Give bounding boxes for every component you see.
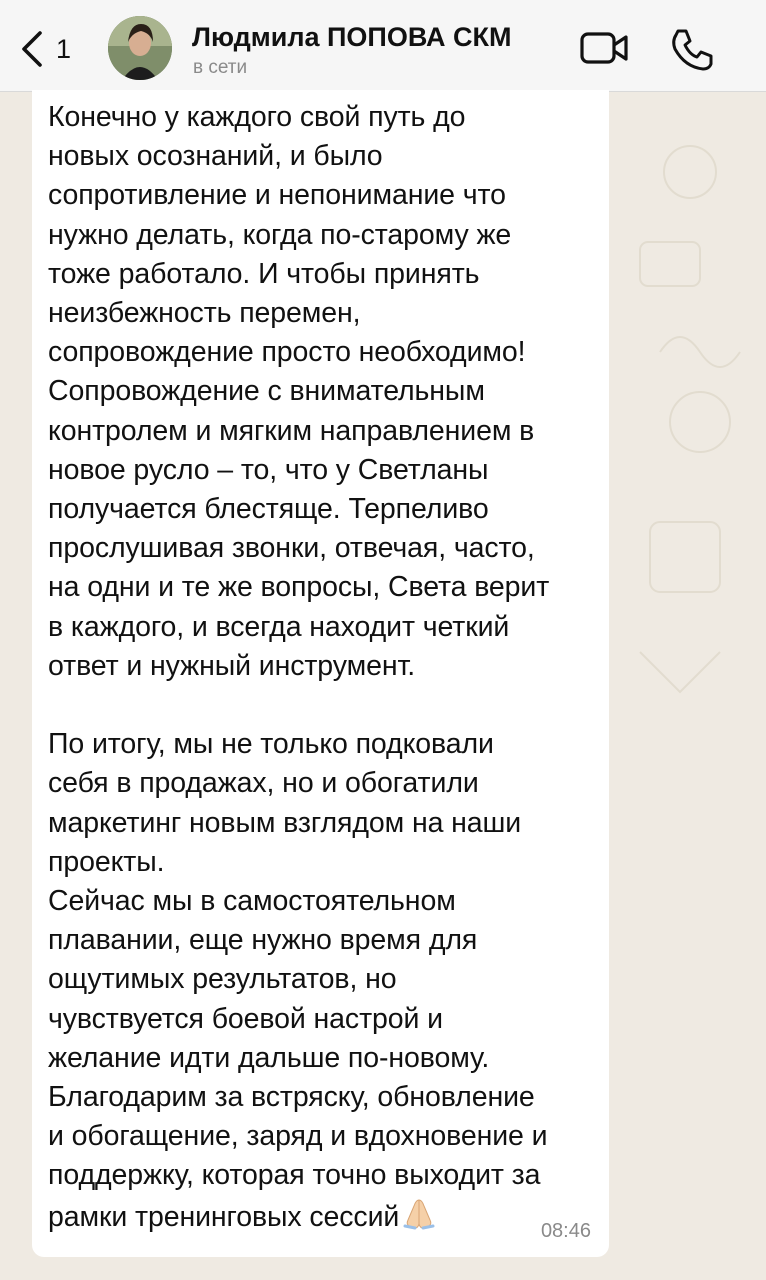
chat-header — [0, 0, 766, 92]
message-body: Конечно у каждого свой путь до новых осознаний, и было сопротивление и непонимание что нужно делать, когда по-старому же тоже работало. И чтобы принять неизбежность перемен, сопровождение просто необходимо! Сопровождение с внимательным контролем и мягким направлением в новое русло – то, что у Светланы получается блестяще. Терпеливо прослушивая звонки, отвечая, часто, на одни и те же вопросы, Света верит в каждого, и всегда находит четкий ответ и нужный инструмент. По итогу, мы не только подковали себя в продажах, но и обогатили маркетинг новым взглядом на наши проекты. Сейчас мы в самостоятельном плавании, еще нужно время для ощутимых результатов, но чувствуется боевой настрой и желание идти дальше по-новому. Благодарим за встряску, обновление и обогащение, заряд и вдохновение и поддержку, которая точно выходит за рамки тренинговых сессий — [48, 101, 550, 1233]
avatar[interactable] — [108, 16, 172, 80]
contact-status: в сети — [193, 57, 248, 78]
contact-name[interactable]: Людмила ПОПОВА СКМ — [192, 22, 512, 52]
chevron-left-icon — [18, 29, 44, 69]
phone-icon[interactable] — [668, 26, 714, 72]
back-button[interactable] — [18, 26, 88, 72]
message-text — [48, 98, 591, 1237]
unread-count: 1 — [56, 33, 72, 64]
video-call-icon[interactable] — [578, 26, 630, 70]
folded-hands-emoji — [399, 1196, 439, 1230]
message-bubble[interactable] — [32, 90, 609, 1257]
message-time: 08:46 — [540, 1220, 591, 1242]
